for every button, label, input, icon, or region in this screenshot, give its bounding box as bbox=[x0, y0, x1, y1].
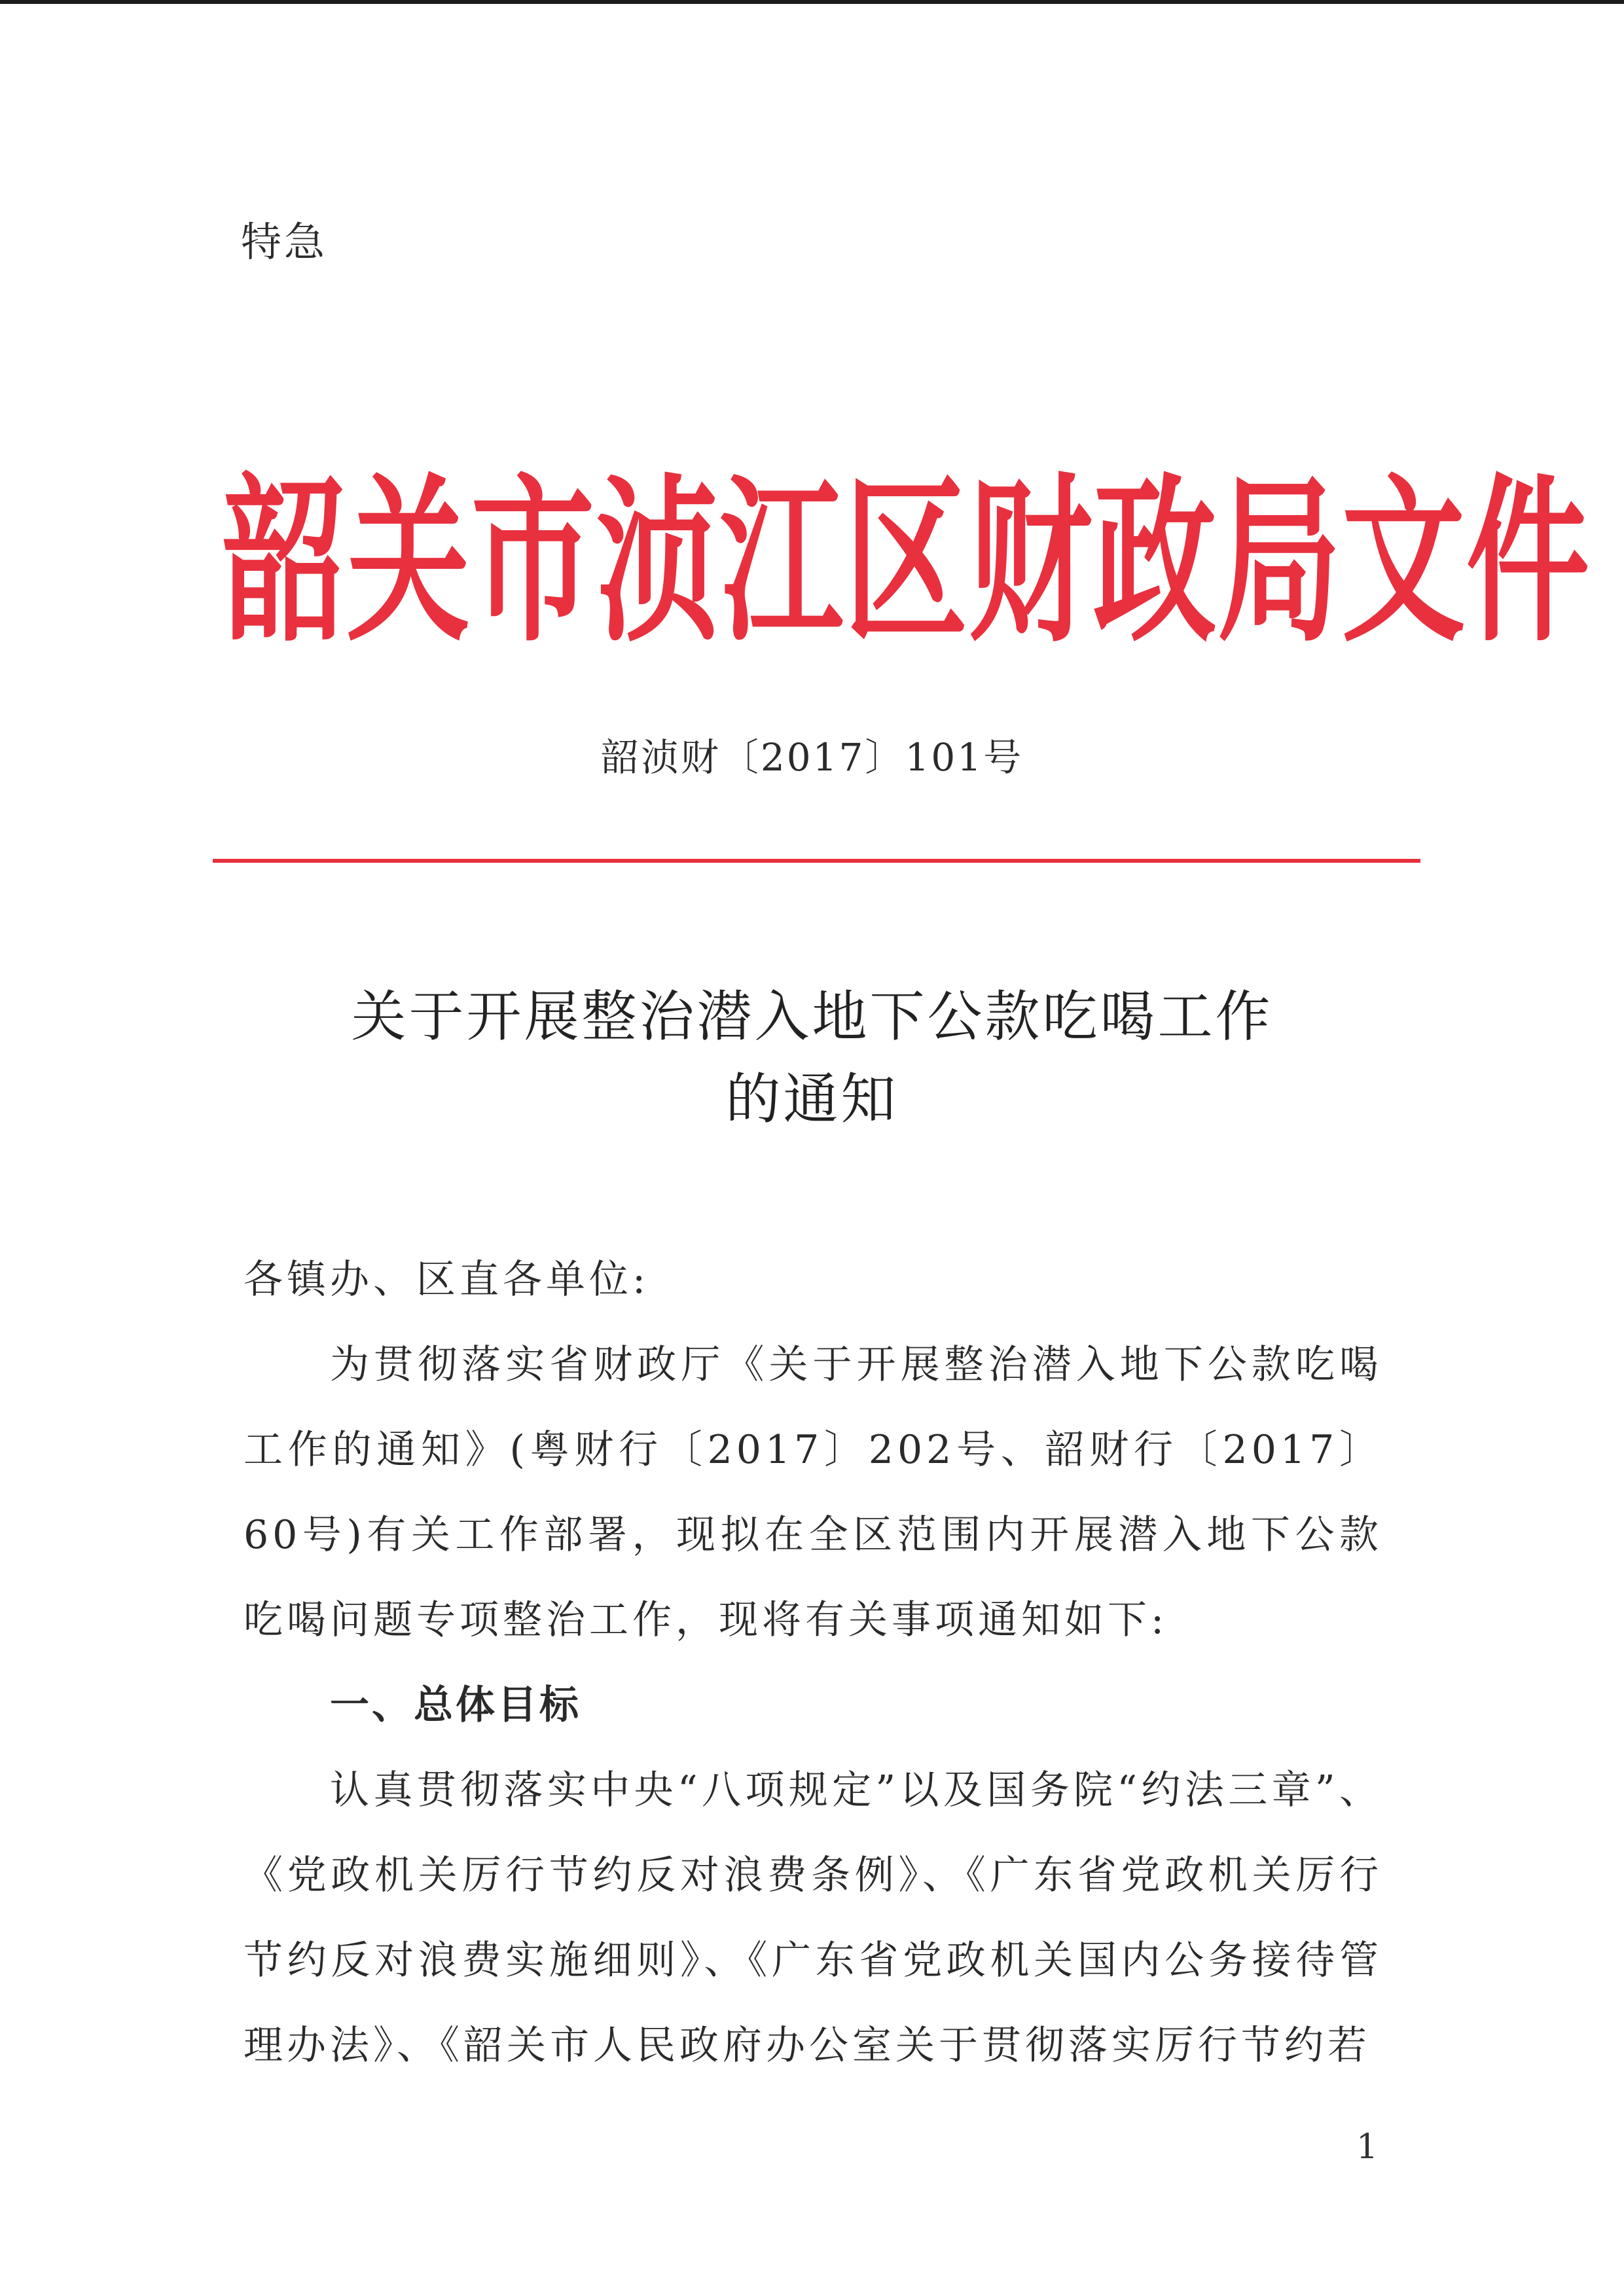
scan-edge bbox=[0, 0, 1624, 4]
salutation: 各镇办、区直各单位: bbox=[244, 1257, 650, 1303]
document-number: 韶浈财〔2017〕101号 bbox=[600, 735, 1024, 780]
page-number: 1 bbox=[1356, 2127, 1379, 2167]
issuer-header: 韶关市浈江区财政局文件 bbox=[223, 458, 1591, 667]
section-heading: 一、总体目标 bbox=[330, 1682, 581, 1728]
urgency-label: 特急 bbox=[241, 218, 328, 266]
document-title-line-2: 的通知 bbox=[725, 1067, 899, 1131]
intro-paragraph: 为贯彻落实省财政厅《关于开展整治潜入地下公款吃喝工作的通知》(粤财行〔2017〕202号、韶财行〔2017〕60号)有关工作部署，现拟在全区范围内开展潜入地下公款吃喝问题专项整治工作，现将有关事项通知如下: bbox=[244, 1342, 1382, 1643]
document-title-line-1: 关于开展整治潜入地下公款吃喝工作 bbox=[351, 985, 1273, 1049]
document-body bbox=[244, 1237, 1382, 2088]
section-paragraph: 认真贯彻落实中央“八项规定”以及国务院“约法三章”、《党政机关厉行节约反对浪费条例》、《广东省党政机关厉行节约反对浪费实施细则》、《广东省党政机关国内公务接待管理办法》、《韶关市人民政府办公室关于贯彻落实厉行节约若 bbox=[244, 1767, 1382, 2069]
red-divider bbox=[213, 859, 1420, 863]
document-title bbox=[0, 975, 1624, 1140]
